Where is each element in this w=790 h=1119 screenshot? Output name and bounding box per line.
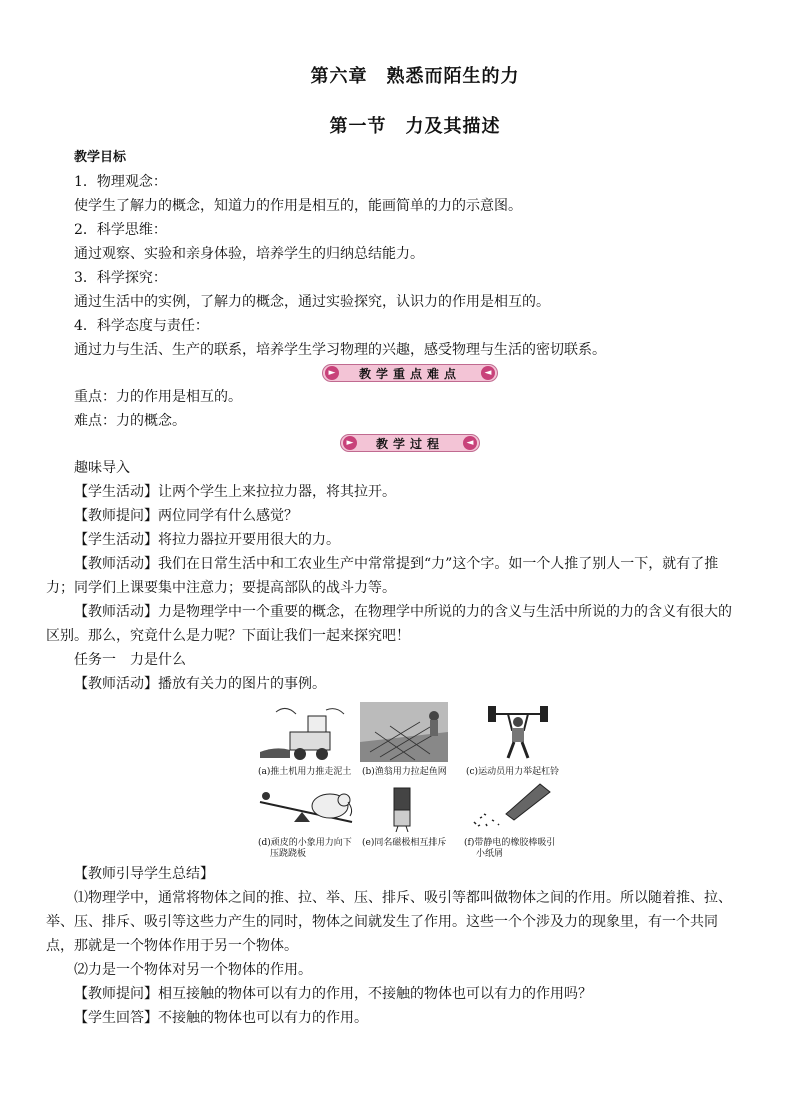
paragraph-summary-2: ⑵力是一个物体对另一个物体的作用。 <box>74 962 312 978</box>
elephant-seesaw-illustration <box>256 782 356 830</box>
paragraph-summary-1c: 点，那就是一个物体作用于另一个物体。 <box>46 938 298 954</box>
caption-c: (c)运动员用力举起杠铃 <box>466 767 560 777</box>
caption-f-line2: 小纸屑 <box>476 849 504 859</box>
process-banner <box>340 433 480 453</box>
paragraph-student-activity-2: 【学生活动】将拉力器拉开要用很大的力。 <box>74 532 340 548</box>
paragraph-student-activity-1: 【学生活动】让两个学生上来拉拉力器，将其拉开。 <box>74 484 396 500</box>
objective-text-4: 通过力与生活、生产的联系，培养学生学习物理的兴趣，感受物理与生活的密切联系。 <box>74 342 606 358</box>
objective-label-3: 3．科学探究： <box>74 270 167 286</box>
paragraph-summary-1a: ⑴物理学中，通常将物体之间的推、拉、举、压、排斥、吸引等都叫做物体之间的作用。所以随着推、拉、 <box>74 890 732 906</box>
chapter-title: 第六章 熟悉而陌生的力 <box>310 66 520 87</box>
paragraph-summary-heading: 【教师引导学生总结】 <box>74 866 214 882</box>
objective-text-2: 通过观察、实验和亲身体验，培养学生的归纳总结能力。 <box>74 246 424 262</box>
caption-a: (a)推土机用力推走泥土 <box>258 767 352 777</box>
objectives-heading: 教学目标 <box>74 150 127 165</box>
magnets-illustration <box>382 786 422 832</box>
objective-text-3: 通过生活中的实例，了解力的概念，通过实验探究，认识力的作用是相互的。 <box>74 294 550 310</box>
difficulty: 难点：力的概念。 <box>74 413 186 429</box>
key-points-banner <box>322 363 498 383</box>
weightlifter-illustration <box>486 702 550 762</box>
paragraph-teacher-question-2: 【教师提问】相互接触的物体可以有力的作用，不接触的物体也可以有力的作用吗？ <box>74 986 592 1002</box>
bulldozer-illustration <box>256 702 348 764</box>
arrow-right-icon: ► <box>343 436 357 450</box>
caption-f-line1: (f)带静电的橡胶棒吸引 <box>464 838 556 848</box>
caption-e: (e)同名磁极相互排斥 <box>362 838 447 848</box>
paragraph-student-answer: 【学生回答】不接触的物体也可以有力的作用。 <box>74 1010 368 1026</box>
paragraph-teacher-activity-2b: 区别。那么，究竟什么是力呢？下面让我们一起来探究吧！ <box>46 628 410 644</box>
section-title: 第一节 力及其描述 <box>329 116 501 137</box>
key-point: 重点：力的作用是相互的。 <box>74 389 242 405</box>
arrow-left-icon: ◄ <box>463 436 477 450</box>
caption-b: (b)渔翁用力拉起鱼网 <box>362 767 447 777</box>
paragraph-teacher-activity-3: 【教师活动】播放有关力的图片的事例。 <box>74 676 326 692</box>
objective-label-4: 4．科学态度与责任： <box>74 318 209 334</box>
caption-d-line2: 压跷跷板 <box>270 849 307 859</box>
objective-label-1: 1．物理观念： <box>74 174 167 190</box>
paragraph-teacher-activity-2a: 【教师活动】力是物理学中一个重要的概念，在物理学中所说的力的含义与生活中所说的力的含义有很大的 <box>74 604 732 620</box>
caption-d-line1: (d)顽皮的小象用力向下 <box>258 838 352 848</box>
paragraph-teacher-question-1: 【教师提问】两位同学有什么感觉？ <box>74 508 298 524</box>
paragraph-summary-1b: 举、压、排斥、吸引等这些力产生的同时，物体之间就发生了作用。这些一个个涉及力的现象里，有一个共同 <box>46 914 718 930</box>
task-heading: 任务一 力是什么 <box>74 652 186 668</box>
objective-label-2: 2．科学思维： <box>74 222 167 238</box>
paragraph-teacher-activity-1a: 【教师活动】我们在日常生活中和工农业生产中常常提到“力”这个字。如一个人推了别人一下，就有了推 <box>74 556 719 572</box>
arrow-left-icon: ◄ <box>481 366 495 380</box>
process-banner-label: 教学过程 <box>375 436 444 451</box>
key-points-banner-label: 教学重点难点 <box>358 366 461 381</box>
arrow-right-icon: ► <box>325 366 339 380</box>
objective-text-1: 使学生了解力的概念，知道力的作用是相互的，能画简单的力的示意图。 <box>74 198 522 214</box>
paragraph-teacher-activity-1b: 力；同学们上课要集中注意力；要提高部队的战斗力等。 <box>46 580 396 596</box>
charged-rod-illustration <box>470 782 554 830</box>
intro-heading: 趣味导入 <box>74 460 130 476</box>
fishing-net-illustration <box>360 702 448 762</box>
